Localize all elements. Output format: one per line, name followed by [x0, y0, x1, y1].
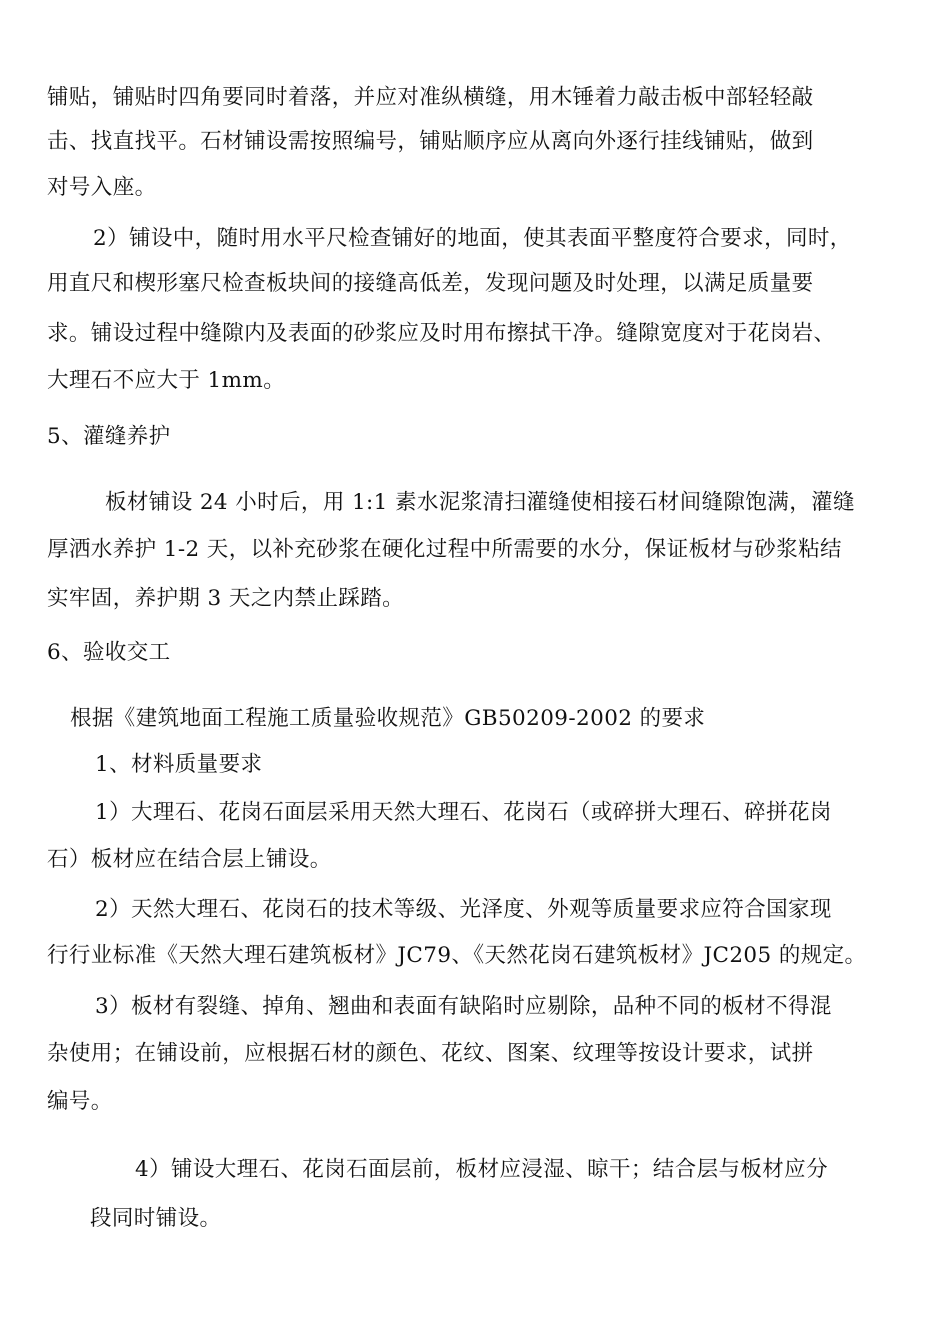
text-line: 求。铺设过程中缝隙内及表面的砂浆应及时用布擦拭干净。缝隙宽度对于花岗岩、: [47, 321, 836, 346]
text-line: 3）板材有裂缝、掉角、翘曲和表面有缺陷时应剔除，品种不同的板材不得混: [95, 994, 832, 1019]
section-heading: 5、灌缝养护: [47, 424, 171, 449]
subsection-heading: 1、材料质量要求: [95, 752, 263, 777]
text-line: 用直尺和楔形塞尺检查板块间的接缝高低差，发现问题及时处理，以满足质量要: [47, 271, 814, 296]
section-heading: 6、验收交工: [47, 640, 171, 665]
text-line: 1）大理石、花岗石面层采用天然大理石、花岗石（或碎拼大理石、碎拼花岗: [95, 800, 832, 825]
text-line: 大理石不应大于 1mm。: [47, 368, 286, 393]
text-line: 实牢固，养护期 3 天之内禁止踩踏。: [47, 586, 405, 611]
text-line: 对号入座。: [47, 175, 157, 200]
text-line: 4）铺设大理石、花岗石面层前，板材应浸湿、晾干；结合层与板材应分: [135, 1157, 828, 1182]
text-line: 铺贴，铺贴时四角要同时着落，并应对准纵横缝，用木锤着力敲击板中部轻轻敲: [47, 85, 814, 110]
text-line: 杂使用；在铺设前，应根据石材的颜色、花纹、图案、纹理等按设计要求，试拼: [47, 1041, 814, 1066]
text-line: 编号。: [47, 1089, 113, 1114]
text-line: 厚洒水养护 1-2 天，以补充砂浆在硬化过程中所需要的水分，保证板材与砂浆粘结: [47, 537, 842, 562]
text-line: 行行业标准《天然大理石建筑板材》JC79、《天然花岗石建筑板材》JC205 的规定。: [47, 943, 867, 968]
text-line: 石）板材应在结合层上铺设。: [47, 847, 332, 872]
text-line: 根据《建筑地面工程施工质量验收规范》GB50209-2002 的要求: [70, 706, 706, 731]
text-line: 段同时铺设。: [90, 1206, 222, 1231]
text-line: 2）铺设中，随时用水平尺检查铺好的地面，使其表面平整度符合要求，同时，: [93, 226, 852, 251]
text-line: 击、找直找平。石材铺设需按照编号，铺贴顺序应从离向外逐行挂线铺贴，做到: [47, 129, 814, 154]
text-line: 2）天然大理石、花岗石的技术等级、光泽度、外观等质量要求应符合国家现: [95, 897, 832, 922]
text-line: 板材铺设 24 小时后，用 1:1 素水泥浆清扫灌缝使相接石材间缝隙饱满，灌缝: [105, 490, 855, 515]
